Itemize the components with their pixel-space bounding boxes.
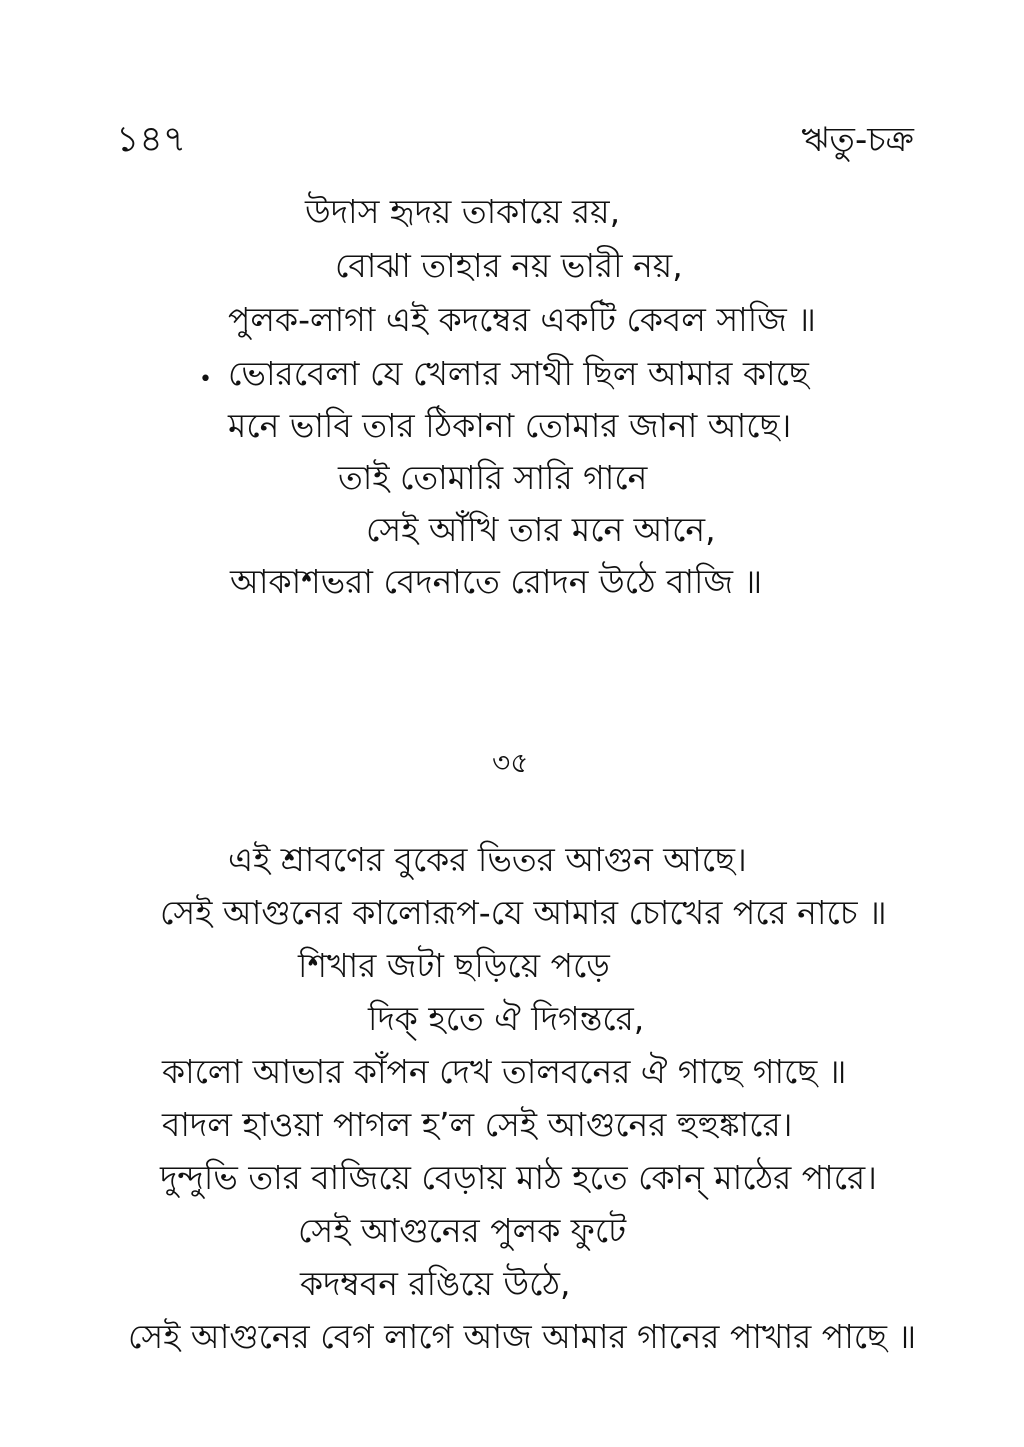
verse-line: সেই আগুনের পুলক ফুটে <box>298 1211 627 1250</box>
verse-line: বোঝা তাহার নয় ভারী নয়, <box>335 246 683 285</box>
verse-line: দিক্ হতে ঐ দিগন্তরে, <box>368 999 645 1038</box>
running-title: ঋতু-চক্র <box>801 120 914 160</box>
verse-line: ভোরবেলা যে খেলার সাথী ছিল আমার কাছে <box>228 354 809 393</box>
verse-line: আকাশভরা বেদনাতে রোদন উঠে বাজি ॥ <box>230 562 763 601</box>
verse-line: কদম্ববন রঙিয়ে উঠে, <box>300 1264 571 1303</box>
page-number: ১৪৭ <box>116 119 187 160</box>
verse-line: দুন্দুভি তার বাজিয়ে বেড়ায় মাঠ হতে কোন্ মাঠের পারে। <box>160 1158 877 1197</box>
verse-line: তাই তোমারি সারি গানে <box>338 458 648 497</box>
verse-line: শিখার জটা ছড়িয়ে পড়ে <box>298 946 610 985</box>
verse-line: বাদল হাওয়া পাগল হ’ল সেই আগুনের হুহুঙ্কারে। <box>162 1105 793 1144</box>
verse-line: সেই আগুনের বেগ লাগে আজ আমার গানের পাখার পাছে ॥ <box>128 1317 917 1356</box>
verse-line: এই শ্রাবণের বুকের ভিতর আগুন আছে। <box>228 840 747 879</box>
margin-bullet: • <box>199 367 212 392</box>
verse-line: পুলক-লাগা এই কদম্বের একটি কেবল সাজি ॥ <box>228 300 816 339</box>
verse-line: কালো আভার কাঁপন দেখ তালবনের ঐ গাছে গাছে ॥ <box>162 1052 847 1091</box>
verse-line: সেই আঁখি তার মনে আনে, <box>366 510 716 549</box>
verse-line: সেই আগুনের কালোরূপ-যে আমার চোখের পরে নাচে ॥ <box>160 893 887 932</box>
verse-line: উদাস হৃদয় তাকায়ে রয়, <box>305 192 621 231</box>
song-number: ৩৫ <box>492 746 529 779</box>
verse-line: মনে ভাবি তার ঠিকানা তোমার জানা আছে। <box>228 406 792 445</box>
